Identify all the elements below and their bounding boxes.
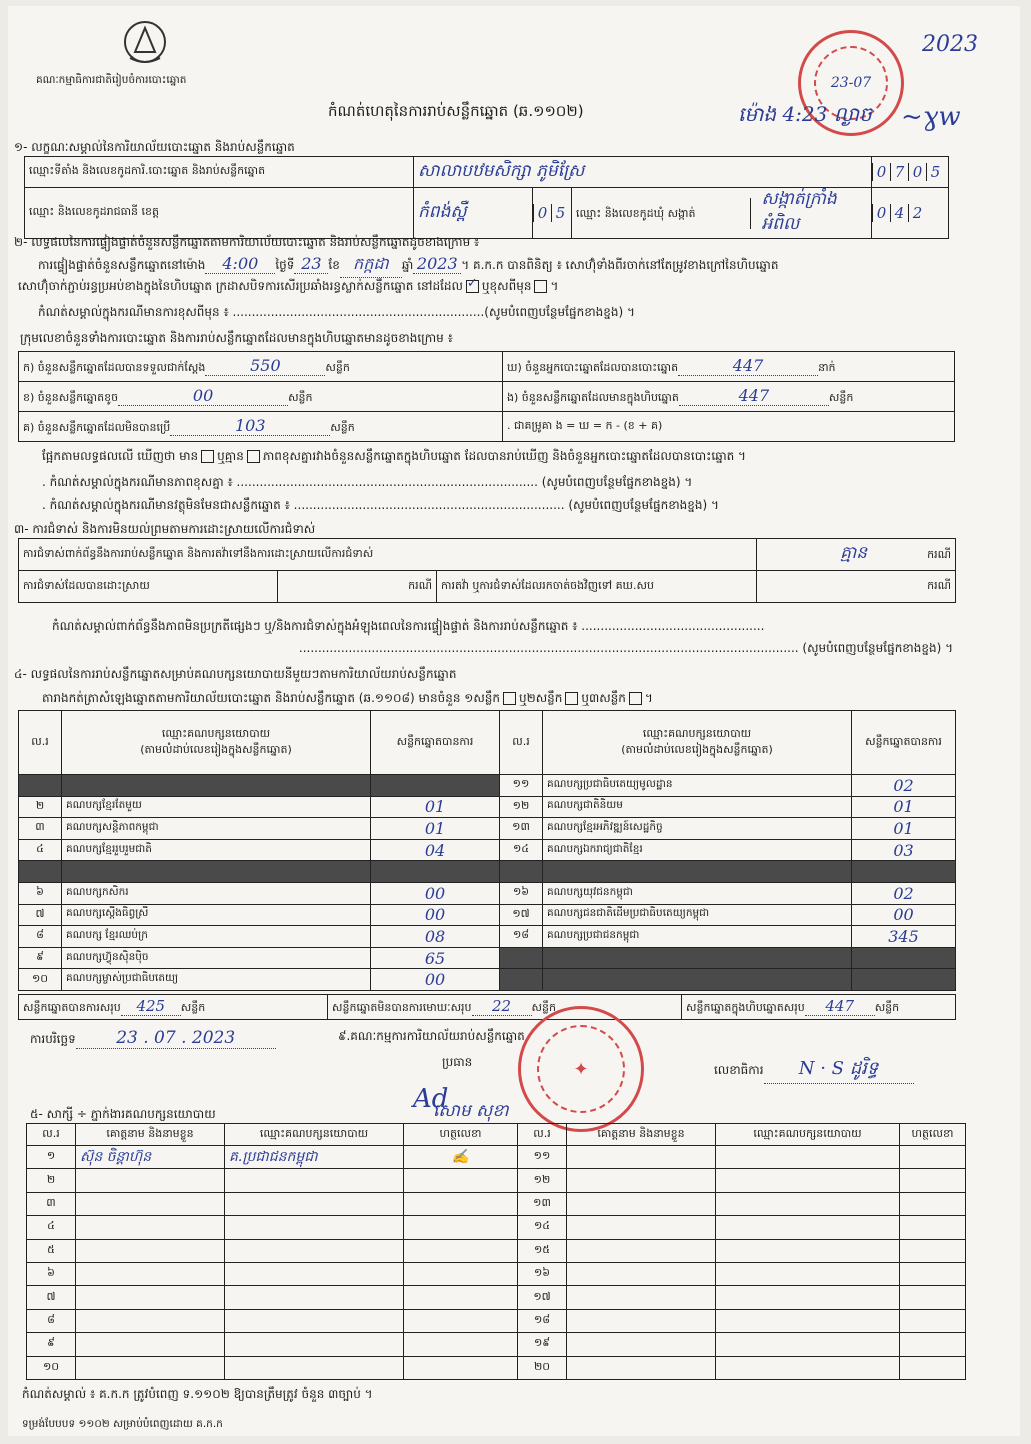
section-5-heading: ៥- សាក្សី ÷ ភ្នាក់ងារគណបក្សនយោបាយ xyxy=(30,1107,216,1121)
witness-no: ១៣ xyxy=(518,1192,567,1215)
commune-cell xyxy=(572,188,872,239)
polling-station-label: ឈ្មោះទីតាំង និងលេខកូដការិ.បោះឆ្នោត និងរាប់សន្លឹកឆ្នោត xyxy=(25,157,414,188)
witness-no: ៤ xyxy=(27,1216,76,1239)
witness-party xyxy=(225,1262,404,1285)
document-sheet xyxy=(8,6,1020,1436)
col-votes-right: សន្លឹកឆ្នោតបានការ xyxy=(852,711,956,775)
witness-signature xyxy=(404,1216,518,1239)
chairman-name: សោម សុខា xyxy=(433,1101,509,1121)
witness-party xyxy=(716,1333,900,1356)
discrepancy-yes-checkbox[interactable] xyxy=(201,450,214,463)
witness-party xyxy=(225,1239,404,1262)
party-no: ១៤ xyxy=(500,839,543,861)
witness-no: ១០ xyxy=(27,1356,76,1379)
party-no: ១១ xyxy=(500,775,543,797)
w-col-name-left: គោត្តនាម និងនាមខ្លួន xyxy=(76,1124,225,1146)
chairman-label: ប្រធាន xyxy=(442,1055,473,1069)
party-name: គណបក្សស្ដើងធិព្វស្រី xyxy=(62,904,371,926)
party-name xyxy=(543,969,852,991)
ballot-row-b: ខ) ចំនួនសន្លឹកឆ្នោតខូច 00 សន្លឹក xyxy=(19,382,503,412)
complaint-row-1-value: គ្មាន ករណី xyxy=(757,539,956,571)
complaint-row-2-label: ការជំទាស់ដែលបានដោះស្រាយ xyxy=(19,571,278,603)
correct-checkbox[interactable] xyxy=(466,280,479,293)
party-votes: 00 xyxy=(371,882,500,904)
col-party-right: ឈ្មោះគណបក្សនយោបាយ (តាមលំដាប់លេខរៀងក្នុងសន្លឹកឆ្នោត) xyxy=(543,711,852,775)
witness-name xyxy=(76,1309,225,1332)
party-name: គណបក្សខ្មែររួបរួមជាតិ xyxy=(62,839,371,861)
party-name: គណបក្សយុវជនកម្ពុជា xyxy=(543,882,852,904)
party-no: ២ xyxy=(19,796,62,818)
ballot-row-e: ង) ចំនួនសន្លឹកឆ្នោតដែលមានក្នុងហិបឆ្នោត 447 សន្លឹក xyxy=(503,382,955,412)
complaint-row-1-label: ការជំទាស់ពាក់ព័ន្ធនឹងការរាប់សន្លឹកឆ្នោត និងការតវ៉ាទៅនឹងការដោះស្រាយលើការជំទាស់ xyxy=(19,539,757,571)
discrepancy-line: ផ្អែកតាមលទ្ធផលលើ ឃើញថា មាន ឬគ្មាន ភាពខុសគ្នារវាងចំនួនសន្លឹកឆ្នោតក្នុងហិបឆ្នោត ដែលបានរាប់ឃើញ និងចំនួនអ្នកបោះឆ្នោតដែលបានបោះឆ្នោត ។ xyxy=(42,449,746,463)
witness-party: គ.ប្រជាជនកម្ពុជា xyxy=(225,1146,404,1169)
ballot-row-c: គ) ចំនួនសន្លឹកឆ្នោតដែលមិនបានប្រើ 103 សន្លឹក xyxy=(19,412,503,442)
party-votes: 00 xyxy=(371,969,500,991)
discrepancy-note-1: . កំណត់សម្គាល់ក្នុងករណីមានភាពខុសគ្នា ៖ ............................................................................... (សូមបំពេញបន្ថែមផ្នែកខាងខ្នង) ។ xyxy=(42,475,693,489)
party-no: ៧ xyxy=(19,904,62,926)
witness-name xyxy=(76,1333,225,1356)
witness-signature xyxy=(900,1262,966,1285)
witness-party xyxy=(225,1333,404,1356)
witness-no: ៧ xyxy=(27,1286,76,1309)
valid-total: សន្លឹកឆ្នោតបានការសរុប 425 សន្លឹក xyxy=(19,995,328,1020)
col-votes-left: សន្លឹកឆ្នោតបានការ xyxy=(371,711,500,775)
official-seal: ✦ xyxy=(518,1006,644,1132)
party-votes xyxy=(852,861,956,883)
party-row xyxy=(19,839,956,861)
complaint-row-3-unit: ករណី xyxy=(757,571,956,603)
witness-signature xyxy=(900,1333,966,1356)
party-no: ៦ xyxy=(19,882,62,904)
witness-signature: ✍ xyxy=(404,1146,518,1169)
party-no: ៣ xyxy=(19,818,62,840)
col-party-left: ឈ្មោះគណបក្សនយោបាយ (តាមលំដាប់លេខរៀងក្នុងសន្លឹកឆ្នោត) xyxy=(62,711,371,775)
party-votes: 00 xyxy=(371,904,500,926)
witness-party xyxy=(225,1286,404,1309)
party-no: ១៧ xyxy=(500,904,543,926)
party-row xyxy=(19,818,956,840)
witness-signature xyxy=(404,1286,518,1309)
w-col-sign-left: ហត្ថលេខា xyxy=(404,1124,518,1146)
witness-name xyxy=(76,1262,225,1285)
polling-station-code: 0 7 0 5 xyxy=(872,157,949,188)
stamp-date-text: 23-07 xyxy=(830,75,872,91)
section-3-note: កំណត់សម្គាល់ពាក់ព័ន្ធនឹងភាពមិនប្រក្រតីផ្សេងៗ ឬ/និងការជំទាស់ក្នុងអំឡុងពេលនៃការផ្ទៀងផ្ទាត់ និងការរាប់សន្លឹកឆ្នោត ៖ ................................................ xyxy=(52,619,765,633)
witness-signature xyxy=(404,1192,518,1215)
witness-signature xyxy=(404,1333,518,1356)
party-row xyxy=(19,926,956,948)
party-votes: 01 xyxy=(371,818,500,840)
party-row xyxy=(19,882,956,904)
witness-no: ១៥ xyxy=(518,1239,567,1262)
witness-signature xyxy=(900,1192,966,1215)
w-col-party-left: ឈ្មោះគណបក្សនយោបាយ xyxy=(225,1124,404,1146)
witness-signature xyxy=(900,1286,966,1309)
invalid-total: សន្លឹកឆ្នោតមិនបានការមោឃៈសរុប 22 សន្លឹក xyxy=(328,995,682,1020)
party-name: គណបក្សជនជាតិដើមប្រជាធិបតេយ្យកម្ពុជា xyxy=(543,904,852,926)
witness-party xyxy=(716,1309,900,1332)
witness-name xyxy=(567,1192,716,1215)
section-4-heading: ៤- លទ្ធផលនៃការរាប់សន្លឹកឆ្នោតសម្រាប់គណបក្សនយោបាយនីមួយៗតាមការិយាល័យរាប់សន្លឹកឆ្នោត xyxy=(14,667,457,681)
party-no xyxy=(19,775,62,797)
witness-no: ១៤ xyxy=(518,1216,567,1239)
witness-party xyxy=(225,1309,404,1332)
witness-row xyxy=(27,1216,966,1239)
witness-party xyxy=(225,1169,404,1192)
committee-signing-heading: ៩.គណៈកម្មការការិយាល័យរាប់សន្លឹកឆ្នោត xyxy=(338,1029,525,1043)
party-count-3-checkbox[interactable] xyxy=(629,692,642,705)
witness-no: ១៨ xyxy=(518,1309,567,1332)
party-name: គណបក្សហ៊្វុនស៊ិនប៉ិច xyxy=(62,947,371,969)
party-no xyxy=(500,947,543,969)
party-no: ៨ xyxy=(19,926,62,948)
w-col-no-right: ល.រ xyxy=(518,1124,567,1146)
witness-no: ១៧ xyxy=(518,1286,567,1309)
witness-no: ២ xyxy=(27,1169,76,1192)
witness-signature xyxy=(900,1216,966,1239)
party-votes: 00 xyxy=(852,904,956,926)
party-no: ៤ xyxy=(19,839,62,861)
record-date: ការបរិច្ឆេទ 23 . 07 . 2023 xyxy=(30,1028,276,1049)
party-no xyxy=(500,861,543,883)
box-total: សន្លឹកឆ្នោតក្នុងហិបឆ្នោតសរុប 447 សន្លឹក xyxy=(682,995,956,1020)
col-no-left: ល.រ xyxy=(19,711,62,775)
party-name: គណបក្សសន្តិភាពកម្ពុជា xyxy=(62,818,371,840)
witness-signature xyxy=(900,1239,966,1262)
party-votes: 01 xyxy=(852,796,956,818)
w-col-no-left: ល.រ xyxy=(27,1124,76,1146)
party-name: គណបក្សខ្មែរអភិវឌ្ឍន៍សេដ្ឋកិច្ច xyxy=(543,818,852,840)
col-no-right: ល.រ xyxy=(500,711,543,775)
party-no: ១៣ xyxy=(500,818,543,840)
ballot-row-d: ឃ) ចំនួនអ្នកបោះឆ្នោតដែលបានបោះឆ្នោត 447 នាក់ xyxy=(503,352,955,382)
commune-label: ឈ្មោះ និងលេខកូដឃុំ សង្កាត់ xyxy=(572,198,751,229)
witness-row xyxy=(27,1286,966,1309)
party-results-table xyxy=(18,710,956,991)
party-votes xyxy=(852,969,956,991)
witness-row xyxy=(27,1333,966,1356)
witness-party xyxy=(225,1192,404,1215)
province-code: 0 5 xyxy=(533,188,572,239)
witness-party xyxy=(716,1146,900,1169)
witness-no: ៨ xyxy=(27,1309,76,1332)
witness-no: ១២ xyxy=(518,1169,567,1192)
witness-name xyxy=(567,1216,716,1239)
witness-name xyxy=(567,1333,716,1356)
witness-party xyxy=(225,1356,404,1379)
witness-name xyxy=(567,1239,716,1262)
party-name: គណបក្សប្រជាជនកម្ពុជា xyxy=(543,926,852,948)
witness-signature xyxy=(900,1169,966,1192)
witness-name xyxy=(76,1169,225,1192)
party-name: គណបក្សម្ចាស់ប្រជាធិបតេយ្យ xyxy=(62,969,371,991)
party-votes: 02 xyxy=(852,775,956,797)
party-name xyxy=(543,947,852,969)
party-name: គណបក្សជាតិនិយម xyxy=(543,796,852,818)
party-votes xyxy=(371,861,500,883)
witness-row xyxy=(27,1262,966,1285)
witness-name xyxy=(76,1286,225,1309)
party-votes xyxy=(852,947,956,969)
witness-row xyxy=(27,1169,966,1192)
witness-party xyxy=(716,1262,900,1285)
witness-table xyxy=(26,1123,966,1380)
secretary-line: លេខាធិការ N · S ដូរិទ្ធ xyxy=(714,1056,914,1084)
witness-no: ៣ xyxy=(27,1192,76,1215)
witness-name xyxy=(567,1356,716,1379)
party-votes: 04 xyxy=(371,839,500,861)
section-3-note-2: ................................................................................................................................... (សូមបំពេញបន្ថែមផ្នែកខាងខ្នង) ។ xyxy=(298,641,953,655)
party-no: ១២ xyxy=(500,796,543,818)
section-2-line-2: សោហ៊ុំចាក់ភ្ជាប់រន្ធប្រអប់ខាងក្នុងនៃហិបឆ្នោត ក្រដាសបិទការសើរប្រឆាំងរន្ធស្លាក់សន្លឹកឆ្នោត នៅដដែល✓ ឬខុសពីមុន ។ xyxy=(18,278,948,296)
witness-signature xyxy=(404,1239,518,1262)
witness-signature xyxy=(900,1146,966,1169)
party-row xyxy=(19,947,956,969)
complaint-row-3-label: ការតវ៉ា ឬការជំទាស់ដែលរកចាត់ចងវិញទៅ គឃ.សប xyxy=(437,571,757,603)
witness-name xyxy=(76,1356,225,1379)
witness-row xyxy=(27,1309,966,1332)
witness-party xyxy=(225,1216,404,1239)
party-name: គណបក្សកសិករ xyxy=(62,882,371,904)
province-label: ឈ្មោះ និងលេខកូដរាជធានី ខេត្ត xyxy=(25,188,414,239)
commune-value: សង្កាត់ក្រាំងអំពិល xyxy=(761,189,837,234)
party-count-2-checkbox[interactable] xyxy=(565,692,578,705)
footer-note: កំណត់សម្គាល់ ៖ គ.ក.ក ត្រូវបំពេញ ទ.១១០២ ឱ្យបានត្រឹមត្រូវ ចំនួន ៣ច្បាប់ ។ xyxy=(22,1387,373,1401)
chairman-signature: Ad xyxy=(413,1084,449,1114)
party-votes: 02 xyxy=(852,882,956,904)
witness-no: ៥ xyxy=(27,1239,76,1262)
witness-signature xyxy=(900,1309,966,1332)
witness-no: ១៦ xyxy=(518,1262,567,1285)
witness-no: ១ xyxy=(27,1146,76,1169)
witness-no: ៩ xyxy=(27,1333,76,1356)
witness-party xyxy=(716,1192,900,1215)
party-name xyxy=(62,861,371,883)
top-signature: ~ɣw xyxy=(901,102,961,132)
section-3-heading: ៣- ការជំទាស់ និងការមិនយល់ព្រមតាមការដោះស្រាយលើការជំទាស់ xyxy=(14,522,316,536)
ballot-count-table xyxy=(18,351,955,442)
section-1-table xyxy=(24,156,949,239)
party-name: គណបក្សខ្មែរតែមួយ xyxy=(62,796,371,818)
party-row xyxy=(19,775,956,797)
stamp-time: ម៉ោង 4:23 ល្ងាច xyxy=(738,102,872,126)
witness-row xyxy=(27,1239,966,1262)
committee-name: គណៈកម្មាធិការជាតិរៀបចំការបោះឆ្នោត xyxy=(36,74,187,86)
witness-party xyxy=(716,1286,900,1309)
witness-row xyxy=(27,1192,966,1215)
section-2-line-1: ការផ្ទៀងផ្ទាត់ចំនួនសន្លឹកឆ្នោតនៅម៉ោង 4:00 ថ្ងៃទី 23 ខែ កក្កដា ឆ្នាំ 2023 ។ គ.ក.ក បានពិនិត្យ ៖ សោហ៊ុំទាំងពីរចាក់នៅតែម្រូវខាងក្រៅនៃហិបឆ្នោត xyxy=(38,253,948,278)
footer-form-code: ទម្រង់បែបបទ ១១០២ សម្រាប់បំពេញដោយ គ.ក.ក xyxy=(22,1418,223,1430)
ballot-row-a: ក) ចំនួនសន្លឹកឆ្នោតដែលបានទទួលជាក់ស្តែង 550 សន្លឹក xyxy=(19,352,503,382)
witness-name xyxy=(76,1239,225,1262)
party-votes: 01 xyxy=(852,818,956,840)
witness-no: ១៩ xyxy=(518,1333,567,1356)
witness-name xyxy=(567,1262,716,1285)
party-no: ១៨ xyxy=(500,926,543,948)
party-votes: 08 xyxy=(371,926,500,948)
province-value: កំពង់ស្ពឺ xyxy=(414,188,533,239)
section-2-line-4: ក្រុមលេខាចំនួនទាំងការបោះឆ្នោត និងការរាប់សន្លឹកឆ្នោតដែលមានក្នុងហិបឆ្នោតមានដូចខាងក្រោម ៖ xyxy=(20,331,453,345)
witness-signature xyxy=(404,1309,518,1332)
w-col-party-right: ឈ្មោះគណបក្សនយោបាយ xyxy=(716,1124,900,1146)
party-no: ៩ xyxy=(19,947,62,969)
ballot-formula: . ជាគម្រូគា ង = ឃ = ក - (ខ + គ) xyxy=(503,412,955,442)
discrepancy-no-checkbox[interactable] xyxy=(247,450,260,463)
commune-code: 0 4 2 xyxy=(872,188,949,239)
witness-name: ស៊ុន ចិន្តាហ៊ុន xyxy=(76,1146,225,1169)
witness-party xyxy=(716,1239,900,1262)
party-votes: 03 xyxy=(852,839,956,861)
witness-name xyxy=(76,1216,225,1239)
witness-party xyxy=(716,1216,900,1239)
party-name: គណបក្សឯករាជ្យជាតិខ្មែរ xyxy=(543,839,852,861)
party-row xyxy=(19,904,956,926)
party-no: ១០ xyxy=(19,969,62,991)
witness-no: ២០ xyxy=(518,1356,567,1379)
party-votes: 01 xyxy=(371,796,500,818)
totals-table xyxy=(18,994,956,1020)
witness-party xyxy=(716,1169,900,1192)
party-count-1-checkbox[interactable] xyxy=(503,692,516,705)
witness-no: ១១ xyxy=(518,1146,567,1169)
witness-name xyxy=(567,1309,716,1332)
incorrect-checkbox[interactable] xyxy=(534,280,547,293)
witness-signature xyxy=(404,1262,518,1285)
party-no: ១៦ xyxy=(500,882,543,904)
party-votes: 65 xyxy=(371,947,500,969)
witness-name xyxy=(567,1146,716,1169)
party-name: គណបក្សប្រជាធិបតេយ្យមូលដ្ឋាន xyxy=(543,775,852,797)
section-2-heading: ២- លទ្ធផលនៃការផ្ទៀងផ្ទាត់ចំនួនសន្លឹកឆ្នោតតាមការិយាល័យបោះឆ្នោត និងរាប់សន្លឹកឆ្នោតដូចខាងក្រោម ៖ xyxy=(14,235,480,249)
party-name xyxy=(62,775,371,797)
witness-row xyxy=(27,1146,966,1169)
witness-row xyxy=(27,1356,966,1379)
witness-no: ៦ xyxy=(27,1262,76,1285)
party-no xyxy=(19,861,62,883)
witness-name xyxy=(567,1169,716,1192)
party-name xyxy=(543,861,852,883)
section-4-subline: តារាងកត់ត្រាសំឡេងឆ្នោតតាមការិយាល័យបោះឆ្នោត និងរាប់សន្លឹកឆ្នោត (ឆ.១១០៨) មានចំនួន ១សន្លឹក ឬ២សន្លឹក ឬ៣សន្លឹក ។ xyxy=(42,691,653,705)
party-name: គណបក្ស ខ្មែរឈប់ក្រ xyxy=(62,926,371,948)
page-title: កំណត់ហេតុនៃការរាប់សន្លឹកឆ្នោត (ឆ.១១០២) xyxy=(328,102,584,120)
complaint-row-2-unit: ករណី xyxy=(278,571,437,603)
w-col-sign-right: ហត្ថលេខា xyxy=(900,1124,966,1146)
witness-signature xyxy=(404,1169,518,1192)
stamp-year: 2023 xyxy=(922,32,978,57)
section-1-heading: ១- លក្ខណៈសម្គាល់នៃការិយាល័យបោះឆ្នោត និងរាប់សន្លឹកឆ្នោត xyxy=(14,140,295,154)
party-votes: 345 xyxy=(852,926,956,948)
polling-station-value: សាលាបឋមសិក្សា ភូមិស្រែ xyxy=(414,157,872,188)
party-row xyxy=(19,969,956,991)
complaints-table xyxy=(18,538,956,603)
section-2-line-3: កំណត់សម្គាល់ក្នុងករណីមានការខុសពីមុន ៖ ..................................................................(សូមបំពេញបន្ថែមផ្នែកខាងខ្នង) ។ xyxy=(38,305,635,319)
witness-name xyxy=(567,1286,716,1309)
witness-name xyxy=(76,1192,225,1215)
party-row xyxy=(19,861,956,883)
party-votes xyxy=(371,775,500,797)
witness-party xyxy=(716,1356,900,1379)
nec-emblem-icon xyxy=(116,18,174,68)
party-row xyxy=(19,796,956,818)
discrepancy-note-2: . កំណត់សម្គាល់ក្នុងករណីមានវត្ថុមិនមែនជាសន្លឹកឆ្នោត ៖ ....................................................................... (សូមបំពេញបន្ថែមផ្នែកខាងខ្នង) ។ xyxy=(42,498,719,512)
party-no xyxy=(500,969,543,991)
witness-signature xyxy=(900,1356,966,1379)
w-col-name-right: គោត្តនាម និងនាមខ្លួន xyxy=(567,1124,716,1146)
witness-signature xyxy=(404,1356,518,1379)
